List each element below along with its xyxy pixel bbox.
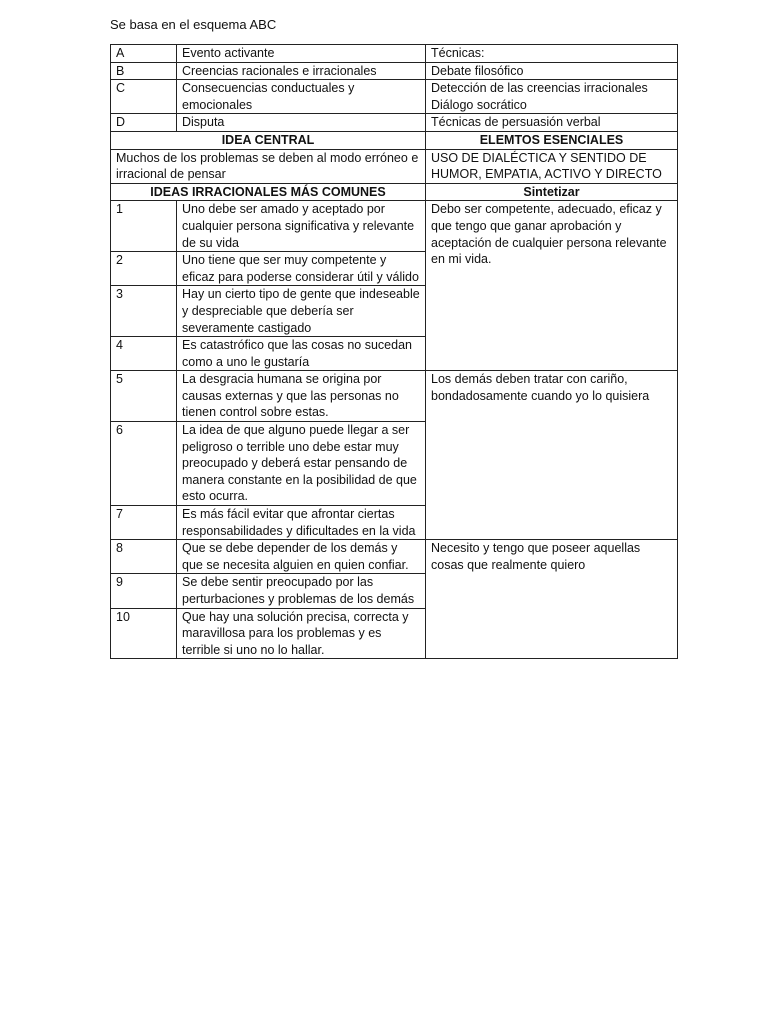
table-row xyxy=(111,371,678,422)
idea-number: 3 xyxy=(111,286,177,337)
sintesis-text: Necesito y tengo que poseer aquellas cosas que realmente quiero xyxy=(426,540,678,659)
idea-text: Que hay una solución precisa, correcta y maravillosa para los problemas y es terrible si uno no lo hallar. xyxy=(177,608,426,659)
idea-number: 7 xyxy=(111,506,177,540)
idea-central-header: IDEA CENTRAL xyxy=(111,131,426,149)
table-row xyxy=(111,80,678,114)
abc-technique: Técnicas: xyxy=(426,45,678,63)
abc-letter: D xyxy=(111,114,177,132)
abc-letter: C xyxy=(111,80,177,114)
abc-concept: Creencias racionales e irracionales xyxy=(177,62,426,80)
page-heading: Se basa en el esquema ABC xyxy=(110,17,277,32)
elementos-header: ELEMTOS ESENCIALES xyxy=(426,131,678,149)
idea-number: 6 xyxy=(111,422,177,506)
idea-text: La desgracia humana se origina por causas externas y que las personas no tienen control sobre estas. xyxy=(177,371,426,422)
idea-text: Se debe sentir preocupado por las perturbaciones y problemas de los demás xyxy=(177,574,426,608)
idea-central-text: Muchos de los problemas se deben al modo erróneo e irracional de pensar xyxy=(111,149,426,183)
idea-text: Es más fácil evitar que afrontar ciertas responsabilidades y dificultades en la vida xyxy=(177,506,426,540)
table-row xyxy=(111,149,678,183)
abc-schema-table xyxy=(110,44,678,659)
idea-number: 9 xyxy=(111,574,177,608)
idea-number: 8 xyxy=(111,540,177,574)
table-row xyxy=(111,201,678,252)
sintesis-text: Debo ser competente, adecuado, eficaz y que tengo que ganar aprobación y aceptación de cualquier persona relevante en mi vida. xyxy=(426,201,678,371)
ideas-header: IDEAS IRRACIONALES MÁS COMUNES xyxy=(111,183,426,201)
idea-number: 4 xyxy=(111,337,177,371)
idea-number: 2 xyxy=(111,252,177,286)
abc-technique: Técnicas de persuasión verbal xyxy=(426,114,678,132)
table-row xyxy=(111,62,678,80)
abc-concept: Evento activante xyxy=(177,45,426,63)
table-row xyxy=(111,114,678,132)
idea-text: Uno debe ser amado y aceptado por cualquier persona significativa y relevante de su vida xyxy=(177,201,426,252)
table-row xyxy=(111,540,678,574)
idea-text: Uno tiene que ser muy competente y eficaz para poderse considerar útil y válido xyxy=(177,252,426,286)
abc-technique: Detección de las creencias irracionales Diálogo socrático xyxy=(426,80,678,114)
idea-text: La idea de que alguno puede llegar a ser peligroso o terrible uno debe estar muy preocupado y deberá estar pensando de manera constante en la posibilidad de que esto ocurra. xyxy=(177,422,426,506)
idea-number: 10 xyxy=(111,608,177,659)
elementos-text: USO DE DIALÉCTICA Y SENTIDO DE HUMOR, EMPATIA, ACTIVO Y DIRECTO xyxy=(426,149,678,183)
idea-text: Es catastrófico que las cosas no sucedan como a uno le gustaría xyxy=(177,337,426,371)
abc-letter: A xyxy=(111,45,177,63)
table-row xyxy=(111,45,678,63)
abc-technique: Debate filosófico xyxy=(426,62,678,80)
idea-number: 1 xyxy=(111,201,177,252)
sintesis-text: Los demás deben tratar con cariño, bondadosamente cuando yo lo quisiera xyxy=(426,371,678,540)
idea-number: 5 xyxy=(111,371,177,422)
section-header-row xyxy=(111,183,678,201)
abc-letter: B xyxy=(111,62,177,80)
abc-concept: Consecuencias conductuales y emocionales xyxy=(177,80,426,114)
section-header-row xyxy=(111,131,678,149)
sintetizar-header: Sintetizar xyxy=(426,183,678,201)
idea-text: Que se debe depender de los demás y que se necesita alguien en quien confiar. xyxy=(177,540,426,574)
idea-text: Hay un cierto tipo de gente que indeseable y despreciable que debería ser severamente castigado xyxy=(177,286,426,337)
abc-concept: Disputa xyxy=(177,114,426,132)
